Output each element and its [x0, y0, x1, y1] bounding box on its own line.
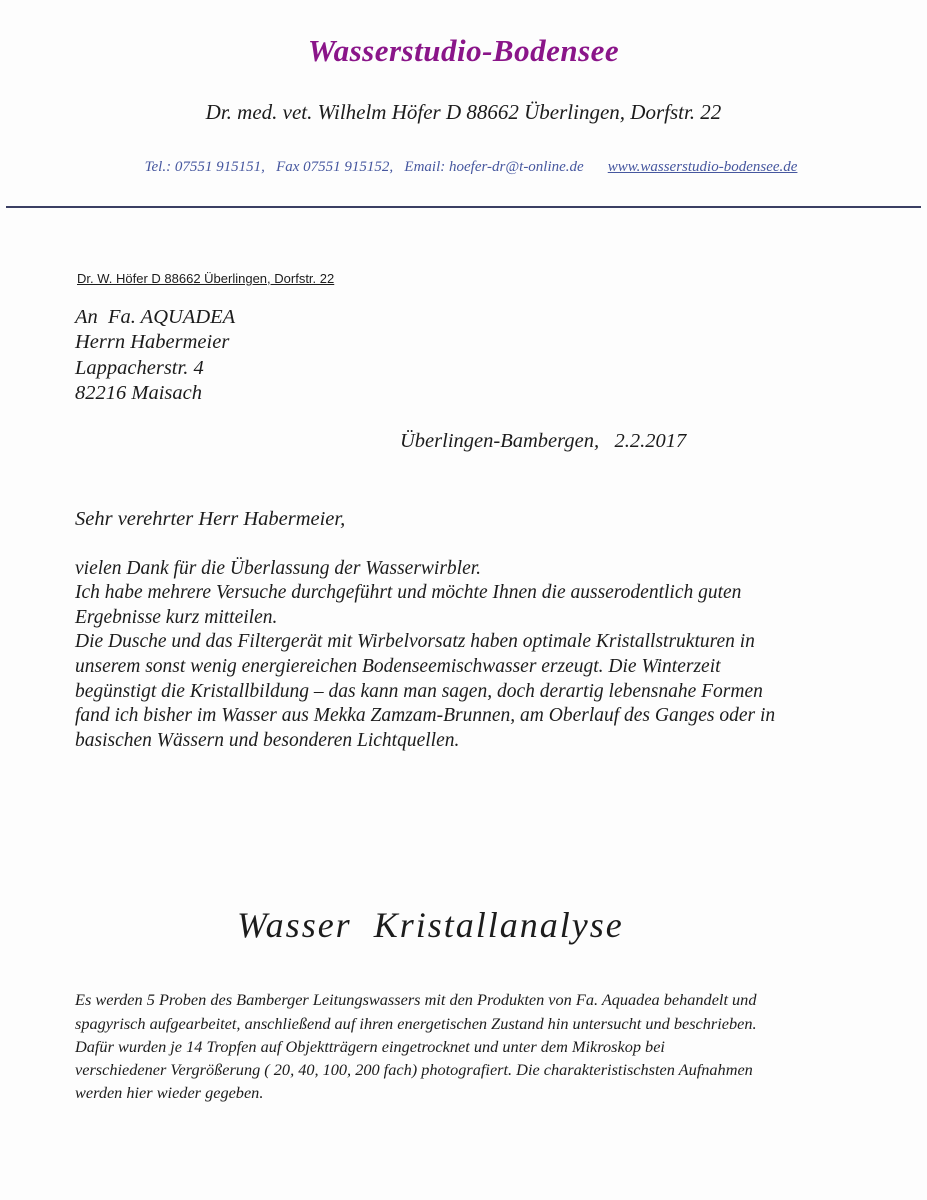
body-line: fand ich bisher im Wasser aus Mekka Zamzam-Brunnen, am Oberlauf des Ganges oder in	[75, 705, 776, 727]
body-line: unserem sonst wenig energiereichen Bodenseemischwasser erzeugt. Die Winterzeit	[75, 656, 721, 677]
letterhead-title: Wasserstudio-Bodensee	[307, 33, 620, 68]
body-line: Ergebnisse kurz mitteilen.	[75, 606, 278, 628]
letter-body	[75, 557, 872, 754]
recipient-address	[75, 305, 927, 407]
salutation: Sehr verehrter Herr Habermeier,	[75, 507, 346, 530]
website-link[interactable]: www.wasserstudio-bodensee.de	[607, 159, 798, 175]
analysis-line: spagyrisch aufgearbeitet, anschließend auf ihren energetischen Zustand hin untersucht und beschrieben.	[75, 1013, 757, 1033]
analysis-line: Es werden 5 Proben des Bamberger Leitungswassers mit den Produkten von Fa. Aquadea behandelt und	[75, 990, 757, 1010]
recipient-line: 82216 Maisach	[75, 382, 202, 405]
analysis-intro	[75, 988, 872, 1104]
body-line: basischen Wässern und besonderen Lichtquellen.	[75, 729, 460, 751]
analysis-line: Dafür wurden je 14 Tropfen auf Objektträgern eingetrocknet und unter dem Mikroskop bei	[75, 1036, 665, 1056]
section-heading: Wasser Kristallanalyse	[237, 905, 624, 946]
recipient-line: Lappacherstr. 4	[75, 356, 204, 379]
body-line: begünstigt die Kristallbildung – das kann man sagen, doch derartig lebensnahe Formen	[75, 680, 763, 702]
analysis-line: werden hier wieder gegeben.	[75, 1083, 264, 1103]
letterhead-separator	[6, 206, 921, 208]
body-line: Ich habe mehrere Versuche durchgeführt und möchte Ihnen die ausserodentlich guten	[75, 582, 742, 604]
recipient-line: Herrn Habermeier	[75, 331, 230, 354]
sender-reference-row	[73, 270, 927, 288]
body-line: Die Dusche und das Filtergerät mit Wirbelvorsatz haben optimale Kristallstrukturen in	[75, 631, 755, 653]
analysis-line: verschiedener Vergrößerung ( 20, 40, 100, 200 fach) photografiert. Die charakteristischsten Aufnahmen	[75, 1059, 753, 1079]
sender-reference: Dr. W. Höfer D 88662 Überlingen, Dorfstr. 22	[77, 271, 335, 286]
contact-line	[0, 140, 927, 194]
body-line: vielen Dank für die Überlassung der Wasserwirbler.	[75, 557, 482, 579]
letterhead-subtitle: Dr. med. vet. Wilhelm Höfer D 88662 Überlingen, Dorfstr. 22	[205, 100, 722, 124]
recipient-line: An Fa. AQUADEA	[75, 306, 236, 328]
dateline: Überlingen-Bambergen, 2.2.2017	[400, 429, 687, 452]
contact-info: Tel.: 07551 915151, Fax 07551 915152, Email: hoefer-dr@t-online.de	[144, 159, 584, 175]
